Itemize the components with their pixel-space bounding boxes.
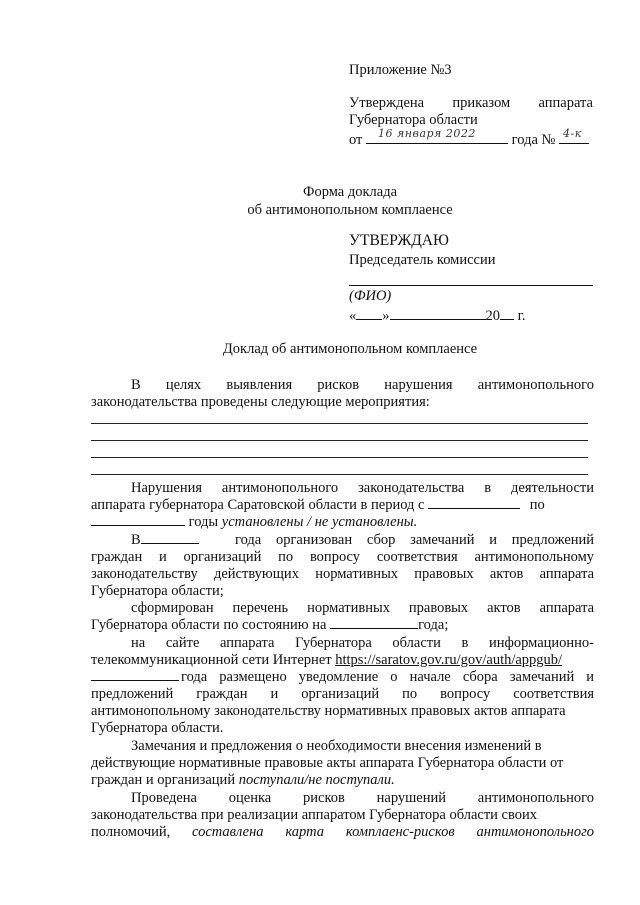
p4-line-2: Губернатора области по состоянию на года; xyxy=(91,617,449,633)
p4-line-1: сформирован перечень нормативных правовых актов аппарата xyxy=(131,600,595,616)
approved-date-field xyxy=(366,127,508,144)
p5-line-5: антимонопольному законодательству нормативных правовых актов аппарата xyxy=(91,703,566,719)
p2-line-1: Нарушения антимонопольного законодательства в деятельности xyxy=(131,480,595,496)
blank-line-2 xyxy=(91,440,588,441)
p2-line-3: годы установлены / не установлены. xyxy=(91,512,417,532)
report-title: Доклад об антимонопольном комплаенсе xyxy=(222,341,478,357)
p6-line-2: действующие нормативные правовые акты аппарата Губернатора области от xyxy=(91,755,564,771)
approval-heading: УТВЕРЖДАЮ xyxy=(349,232,449,249)
form-title-line-1: Форма доклада xyxy=(302,184,398,200)
signature-line xyxy=(349,285,593,286)
p2-line-2: аппарата губернатора Саратовской области в период с по xyxy=(91,497,545,513)
p5-line-6: Губернатора области. xyxy=(91,720,224,736)
approved-date-handwritten: 16 января 2022 xyxy=(378,127,476,140)
p6-line-3: граждан и организаций поступали/не поступали. xyxy=(91,772,395,788)
approved-line-1: Утверждена приказом аппарата xyxy=(349,95,593,111)
p7-line-1: Проведена оценка рисков нарушений антимонопольного xyxy=(131,790,595,806)
approval-fio: (ФИО) xyxy=(349,288,392,304)
p1-line-2: законодательства проведены следующие мероприятия: xyxy=(91,394,430,410)
p6-line-1: Замечания и предложения о необходимости внесения изменений в xyxy=(131,738,542,754)
approved-number-handwritten: 4-к xyxy=(562,127,582,140)
p3-line-1: В xyxy=(131,530,199,550)
p3-line-2: граждан и организаций по вопросу соответствия антимонопольному xyxy=(91,549,594,565)
p7-line-2: законодательства при реализации аппаратом Губернатора области своих xyxy=(91,807,538,823)
approval-date: « » 20 г. xyxy=(349,308,526,324)
p3-line-1-rest: года организован сбор замечаний и предложений xyxy=(235,532,595,548)
form-title-line-2: об антимонопольном комплаенсе xyxy=(247,202,453,218)
approved-number-field xyxy=(559,127,589,144)
p5-line-2: телекоммуникационной сети Интернет https://saratov.gov.ru/gov/auth/appgub/ xyxy=(91,652,563,668)
p5-line-3: года размещено уведомление о начале сбора замечаний и xyxy=(181,669,595,685)
p7-line-3a: полномочий, xyxy=(91,824,171,840)
appendix-label: Приложение №3 xyxy=(349,62,452,78)
appgub-link[interactable]: https://saratov.gov.ru/gov/auth/appgub/ xyxy=(335,652,563,668)
p3-line-4: Губернатора области; xyxy=(91,583,224,599)
blank-line-3 xyxy=(91,457,588,458)
p3-line-3: законодательству действующих нормативных правовых актов аппарата xyxy=(91,566,595,582)
blank-line-4 xyxy=(91,474,588,475)
approved-line-2: Губернатора области xyxy=(349,112,478,128)
p1-line-1: В целях выявления рисков нарушения антимонопольного xyxy=(131,377,594,393)
p5-line-1: на сайте аппарата Губернатора области в информационно- xyxy=(131,635,595,651)
approved-date-line: от 16 января 2022 года № 4-к xyxy=(349,130,589,149)
p7-line-3b: составлена карта комплаенс-рисков антимонопольного xyxy=(192,824,595,840)
blank-line-1 xyxy=(91,423,588,424)
approval-role: Председатель комиссии xyxy=(349,252,496,268)
p5-line-4: предложений граждан и организаций по вопросу соответствия xyxy=(91,686,595,702)
